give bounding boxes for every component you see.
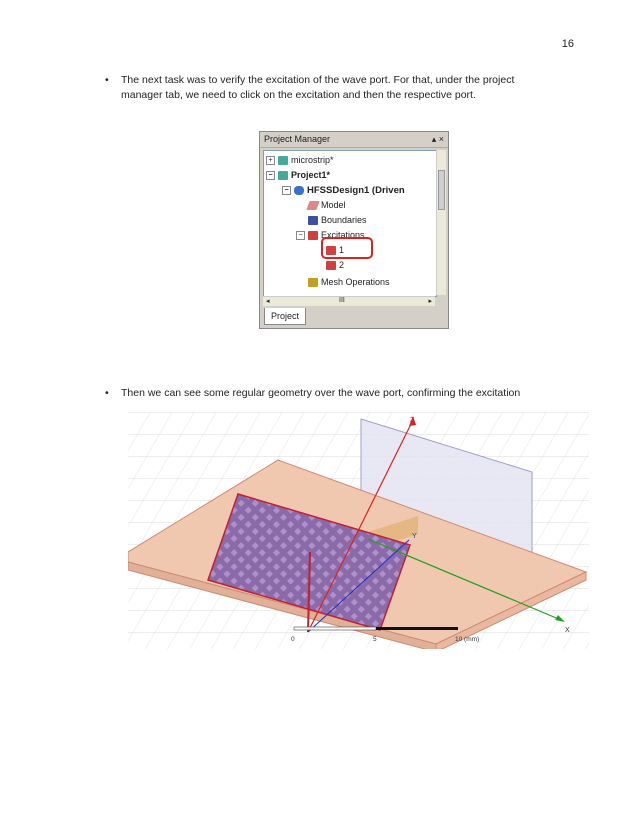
collapse-icon[interactable]: − [282,186,291,195]
bullet-symbol: • [105,74,109,86]
tab-project[interactable]: Project [264,308,306,325]
project-icon [278,156,288,165]
project-manager-title-bar [260,132,448,148]
excitations-icon [308,231,318,240]
model-icon [306,201,319,210]
collapse-icon[interactable]: − [296,231,305,240]
tree-item-port-2[interactable]: 2 [326,258,344,273]
scale-tick-5: 5 [373,636,377,643]
project-icon [278,171,288,180]
project-tree [263,150,437,297]
wave-port-geometry-figure [128,412,589,649]
scroll-left-icon[interactable]: ◂ [266,298,270,305]
tree-item-excitations[interactable]: − Excitations [296,228,365,243]
scroll-right-icon[interactable]: ▸ [428,298,432,305]
scroll-grip[interactable]: III [339,297,345,304]
page-number: 16 [561,38,574,50]
z-axis-label: Z [410,417,415,424]
3d-model-view [128,412,589,649]
y-axis-label: Y [412,533,417,540]
bullet-symbol: • [105,387,109,399]
horizontal-scrollbar[interactable] [263,296,435,306]
port-1-highlight-circle [321,237,373,259]
tree-item-model[interactable]: Model [308,198,346,213]
collapse-icon[interactable]: − [266,171,275,180]
boundaries-icon [308,216,318,225]
scrollbar-thumb[interactable] [438,170,445,210]
x-axis-label: X [565,627,570,634]
project-manager-panel [259,131,449,329]
vertical-scrollbar[interactable] [436,150,446,295]
bullet-text: The next task was to verify the excitation of the wave port. For that, under the project manager tab, we need to click on the excitation and then the respective port. [121,74,515,101]
port-icon [326,261,336,270]
mesh-icon [308,278,318,287]
scale-tick-0: 0 [291,636,295,643]
expand-icon[interactable]: + [266,156,275,165]
tree-item-microstrip[interactable]: + microstrip* [266,153,334,168]
bullet-text: Then we can see some regular geometry over the wave port, confirming the excitation [121,387,521,399]
hfss-design-icon [294,186,304,195]
tree-item-mesh-operations[interactable]: Mesh Operations [308,275,390,290]
tree-item-hfss-design[interactable]: − HFSSDesign1 (Driven [282,183,405,198]
project-manager-title: Project Manager [264,134,331,144]
tree-item-boundaries[interactable]: Boundaries [308,213,367,228]
scale-tick-10: 10 (mm) [455,636,480,643]
tree-item-project1[interactable]: − Project1* [266,168,330,183]
panel-controls[interactable]: ▴ × [431,134,444,144]
tree-item-port-1[interactable]: 1 [326,243,344,258]
